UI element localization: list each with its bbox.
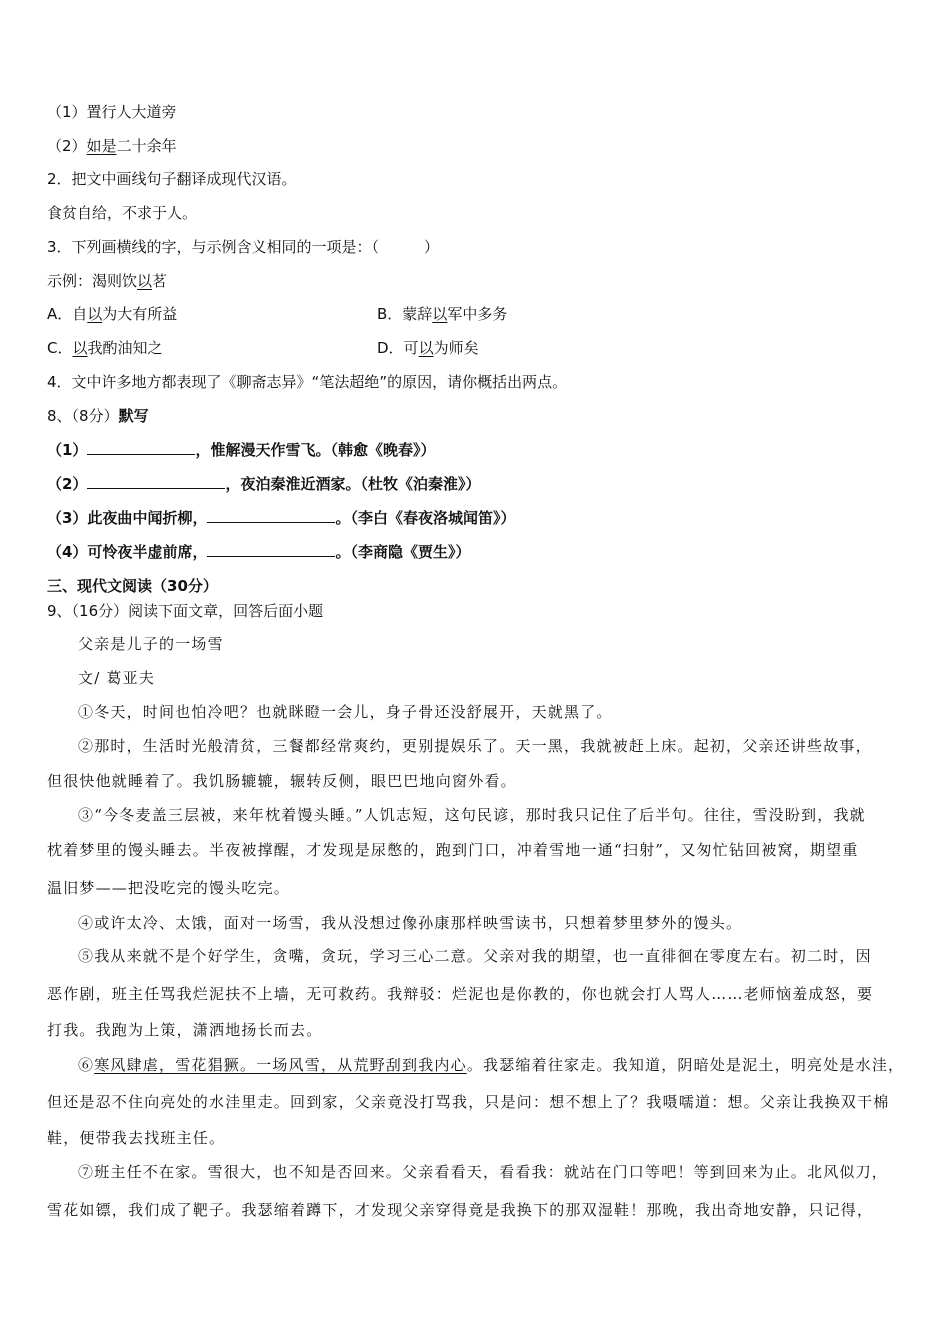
q8-line-1-prefix: （1） [47, 441, 88, 459]
q8-line-4-suffix: 。（李商隐《贾生》） [335, 543, 471, 561]
example-suffix: 茗 [152, 272, 168, 290]
paragraph-2-line-2: 但很快他就睡着了。我饥肠辘辘，辗转反侧，眼巴巴地向窗外看。 [47, 772, 517, 790]
article-title: 父亲是儿子的一场雪 [78, 635, 224, 653]
q8-line-1-suffix: ，惟解漫天作雪飞。（韩愈《晚春》） [195, 441, 436, 459]
q7-item-2-suffix: 二十余年 [116, 137, 177, 155]
example-prefix: 示例：渴则饮 [47, 272, 138, 290]
option-d-prefix: D．可 [377, 339, 419, 357]
paragraph-6-underlined-sentence: 寒风肆虐，雪花猖獗。一场风雪，从荒野刮到我内心 [94, 1056, 467, 1074]
paragraph-5-line-3: 打我。我跑为上策，潇洒地扬长而去。 [47, 1021, 323, 1039]
option-c [47, 339, 163, 357]
paragraph-5-line-2: 恶作剧，班主任骂我烂泥扶不上墙，无可救药。我辩驳：烂泥也是你教的，你也就会打人骂人……老师恼羞成怒，要 [47, 985, 874, 1003]
option-a [47, 305, 177, 323]
q7-item-1: （1）置行人大道旁 [47, 103, 177, 121]
fill-blank-3[interactable] [207, 508, 335, 523]
q7-question-4: 4．文中许多地方都表现了《聊斋志异》“笔法超绝”的原因，请你概括出两点。 [47, 373, 568, 391]
options-row-cd [47, 338, 479, 358]
paragraph-3-line-3: 温旧梦——把没吃完的馒头吃完。 [47, 879, 291, 897]
option-c-prefix: C． [47, 339, 73, 357]
fill-blank-2[interactable] [87, 474, 225, 489]
option-a-underlined: 以 [87, 305, 103, 323]
paragraph-3-line-2: 枕着梦里的馒头睡去。半夜被撑醒，才发现是尿憋的，跑到门口，冲着雪地一通“扫射”，又匆忙钻回被窝，期望重 [47, 841, 859, 859]
option-c-underlined: 以 [72, 339, 88, 357]
options-row-ab [47, 304, 508, 324]
fill-blank-1[interactable] [87, 440, 195, 455]
option-d-suffix: 为师矣 [433, 339, 479, 357]
option-d-underlined: 以 [418, 339, 434, 357]
q7-item-2 [47, 136, 177, 156]
fill-blank-4[interactable] [207, 542, 335, 557]
section-3-heading: 三、现代文阅读（30分） [47, 577, 218, 595]
paragraph-6-line-2: 但还是忍不住向亮处的水洼里走。回到家，父亲竟没打骂我，只是问：想不想上了？我嗫嚅道：想。父亲让我换双干棉 [47, 1093, 890, 1111]
q9-instruction: 9、（16分）阅读下面文章，回答后面小题 [47, 602, 324, 620]
paragraph-7-line-2: 雪花如镖，我们成了靶子。我瑟缩着蹲下，才发现父亲穿得竟是我换下的那双湿鞋！那晚，我出奇地安静，只记得， [47, 1201, 874, 1219]
q8-line-2-suffix: ，夜泊秦淮近酒家。（杜牧《泊秦淮》） [225, 475, 481, 493]
paragraph-2-line-1: ②那时，生活时光般清贫，三餐都经常爽约，更别提娱乐了。天一黑，我就被赶上床。起初，父亲还讲些故事， [78, 737, 872, 755]
q8-line-4 [47, 542, 470, 562]
q8-line-2 [47, 474, 480, 494]
option-d [377, 338, 479, 358]
paragraph-6-number: ⑥ [78, 1056, 95, 1074]
q7-question-3-example [47, 271, 167, 291]
q8-line-4-prefix: （4）可怜夜半虚前席， [47, 543, 208, 561]
q8-line-3 [47, 508, 515, 528]
q7-item-2-underlined: 如是 [86, 137, 117, 155]
option-b [377, 304, 507, 324]
option-a-prefix: A．自 [47, 305, 88, 323]
paragraph-6-line-3: 鞋，便带我去找班主任。 [47, 1129, 226, 1147]
q8-title [47, 406, 149, 426]
q7-question-2: 2．把文中画线句子翻译成现代汉语。 [47, 170, 297, 188]
paragraph-6-line-1-rest: 。我瑟缩着往家走。我知道，阴暗处是泥土，明亮处是水洼， [466, 1056, 905, 1074]
paragraph-6-line-1 [78, 1055, 904, 1075]
paragraph-1: ①冬天，时间也怕冷吧？也就眯瞪一会儿，身子骨还没舒展开，天就黑了。 [78, 703, 613, 721]
option-b-suffix: 军中多务 [447, 305, 508, 323]
option-c-suffix: 我酌油知之 [87, 339, 163, 357]
option-b-underlined: 以 [432, 305, 448, 323]
q7-question-2-sentence: 食贫自给，不求于人。 [47, 204, 198, 222]
option-b-prefix: B．蒙辞 [377, 305, 433, 323]
q8-title-bold: 默写 [118, 407, 149, 425]
q8-title-prefix: 8、（8分） [47, 407, 119, 425]
q8-line-3-prefix: （3）此夜曲中闻折柳， [47, 509, 208, 527]
article-author: 文/ 葛亚夫 [78, 669, 156, 687]
q7-question-3: 3．下列画横线的字，与示例含义相同的一项是：（ ） [47, 238, 440, 256]
paragraph-5-line-1: ⑤我从来就不是个好学生，贪嘴，贪玩，学习三心二意。父亲对我的期望，也一直徘徊在零度左右。初二时，因 [78, 947, 872, 965]
q8-line-1 [47, 440, 435, 460]
option-a-suffix: 为大有所益 [102, 305, 178, 323]
example-underlined: 以 [137, 272, 153, 290]
q8-line-3-suffix: 。（李白《春夜洛城闻笛》） [335, 509, 516, 527]
q8-line-2-prefix: （2） [47, 475, 88, 493]
paragraph-7-line-1: ⑦班主任不在家。雪很大，也不知是否回来。父亲看看天，看看我：就站在门口等吧！等到回来为止。北风似刀， [78, 1163, 889, 1181]
paragraph-3-line-1: ③“今冬麦盖三层被，来年枕着馒头睡。”人饥志短，这句民谚，那时我只记住了后半句。往往，雪没盼到，我就 [78, 806, 866, 824]
paragraph-4: ④或许太冷、太饿，面对一场雪，我从没想过像孙康那样映雪读书，只想着梦里梦外的馒头。 [78, 914, 743, 932]
q7-item-2-prefix: （2） [47, 137, 87, 155]
